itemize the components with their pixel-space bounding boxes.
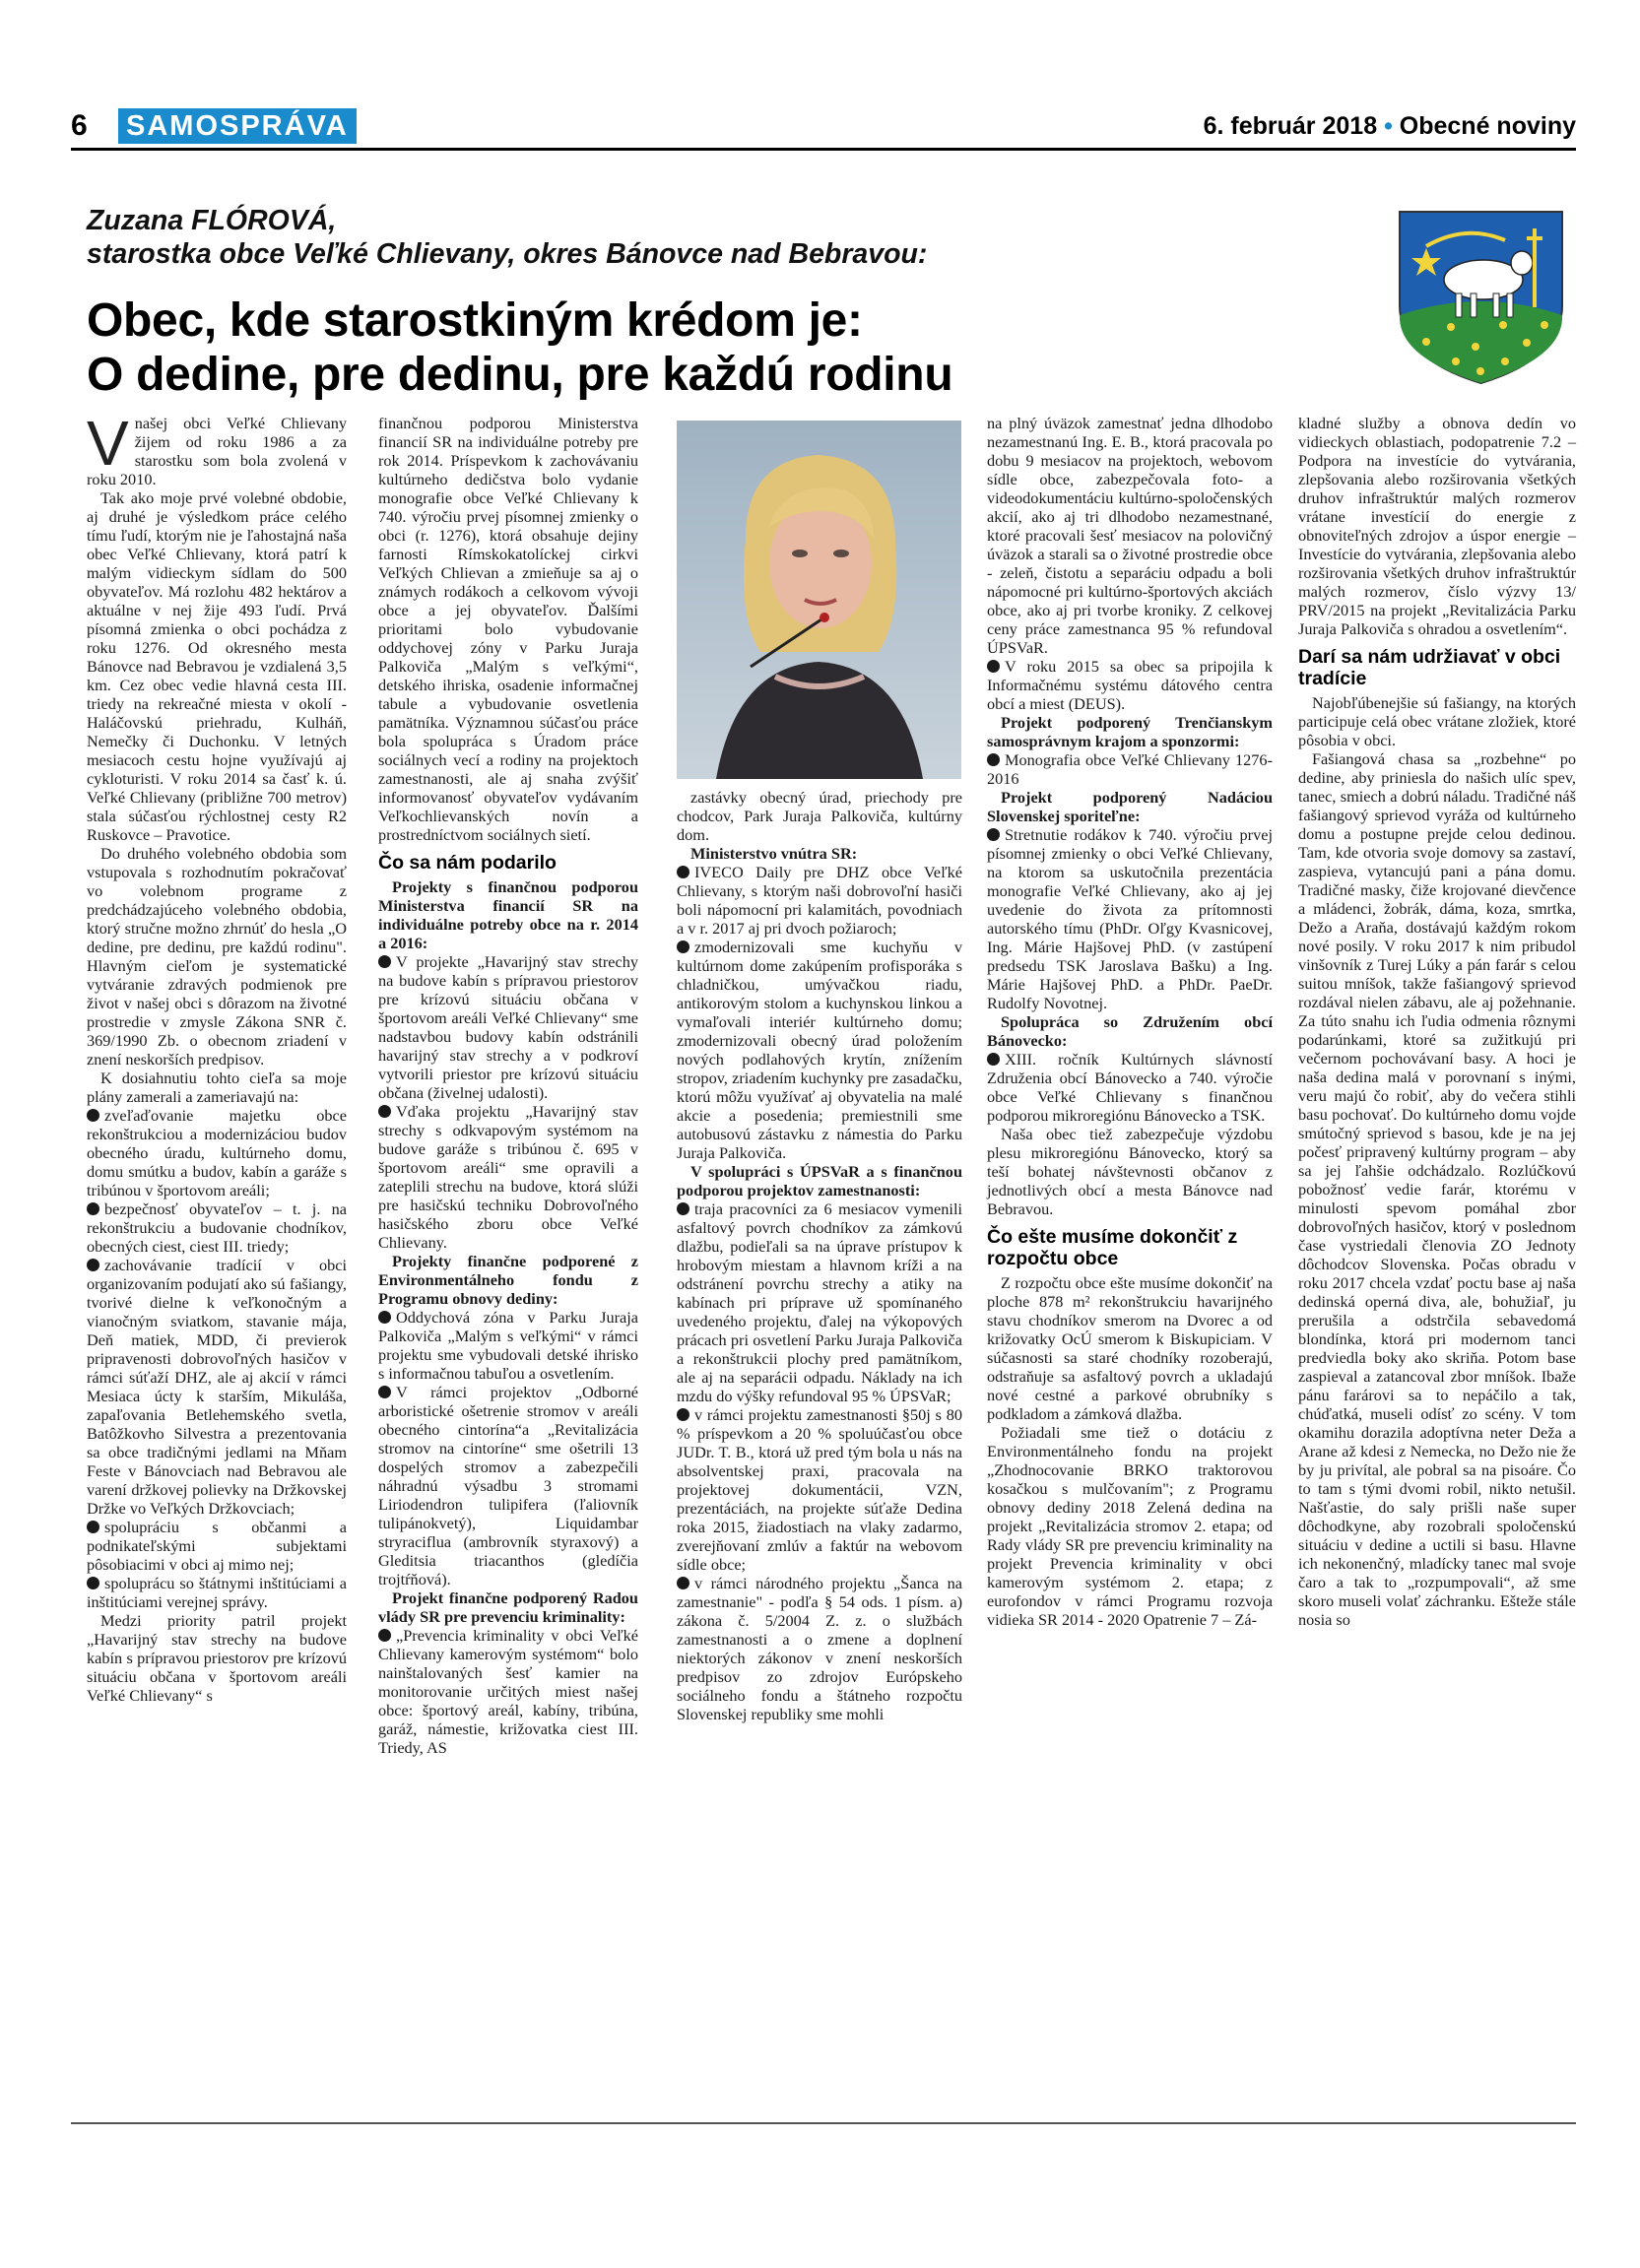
bullet-text: Vďaka projektu „Havarijný stav strechy s odkvapovým systémom na budove garáže s tribúnou č. 695 v športovom areáli“ sme opravili a zateplili strechu na budove, ktorá slúži pre hasičskú techniku Dobrovoľného hasičského zboru obce Veľké Chlievany. (378, 1102, 638, 1252)
bullet-text: spolupráciu s občanmi a podnikateľskými subjektami pôsobiacimi v obci aj mimo nej; (87, 1518, 347, 1574)
bullet-icon (677, 940, 689, 953)
article-column-5 (1298, 414, 1576, 1629)
bullet-text: IVECO Daily pre DHZ obce Veľké Chlievany, s ktorým naši dobrovoľní hasiči boli nápomocní pri kalamitách, povodniach a v r. 2017 aj pri dvoch požiaroch; (677, 863, 962, 938)
bullet-text: v rámci národného projektu „Šanca na zamestnanie" - podľa § 54 ods. 1 písm. a) zákona č. 5/2004 Z. z. o službách zamestnanosti a o zmene a doplnení niektorých zákonov v znení neskorších predpisov zo zdrojov Európskeho sociálneho fondu a štátneho rozpočtu Slovenskej republiky sme mohli (677, 1574, 962, 1723)
paragraph: Najobľúbenejšie sú fašiangy, na ktorých participuje celá obec vrátane zložiek, ktoré pôsobia v obci. (1298, 693, 1576, 749)
bullet-item (677, 1199, 962, 1405)
page-header (71, 108, 1576, 144)
bullet-icon (87, 1202, 99, 1215)
bullet-text: V roku 2015 sa obec sa pripojila k Informačnému systému dátového centra obcí a miest (DEUS). (987, 657, 1273, 713)
bullet-icon (677, 1408, 689, 1421)
issue-date: 6. február 2018 (1203, 112, 1378, 140)
bullet-icon (987, 828, 1000, 841)
separator-bullet: • (1384, 112, 1393, 140)
paragraph: Požiadali sme tiež o dotáciu z Environmentálneho fondu na projekt „Zhodnocovanie BRKO traktorovou kosačkou s mulčovaním"; z Programu obnovy dediny 2018 Zelená dedina na projekt „Revitalizácia stromov 2. etapa; od Rady vlády SR pre prevenciu kriminality na projekt Prevencia kriminality v obci kamerovým systémom 2. etapa; z eurofondov v rámci Programu rozvoja vidieka SR 2014 - 2020 Opatrenie 7 – Zá- (987, 1423, 1273, 1629)
project-heading: Projekt podporený Nadáciou Slovenskej sporiteľne: (987, 788, 1273, 825)
bullet-item (87, 1106, 347, 1199)
bullet-item (378, 952, 638, 1102)
project-heading: Ministerstvo vnútra SR: (690, 844, 858, 863)
bullet-icon (677, 1202, 689, 1215)
project-heading: Projekt finančne podporený Radou vlády SR pre prevenciu kriminality: (378, 1588, 638, 1626)
bullet-item (378, 1102, 638, 1252)
project-heading: Projekty s finančnou podporou Ministerstva financií SR na individuálne potreby obce na r. 2014 a 2016: (378, 877, 638, 952)
footer-rule (71, 2122, 1576, 2124)
paragraph: na plný úväzok zamestnať jedna dlhodobo nezamestnanú Ing. E. B., ktorá pracovala po dobu 9 mesiacov na projektoch, webovom sídle obce, zabezpečovala foto- a videodokumentáciu kultúrno-spoločenských akcií, ako aj tri dlhodobo nezamestnané, ktoré pracovali šesť mesiacov na polovičný úväzok a starali sa o životné prostredie obce - zeleň, čistotu a separáciu odpadu a boli nápomocné pri kultúrno-športových akciách obce, ako aj pri tvorbe kroniky. Z celkovej ceny práce zamestnanca 95 % refundoval ÚPSVaR. (987, 414, 1273, 657)
bullet-item (677, 1574, 962, 1723)
intro-paragraph (87, 408, 347, 488)
paragraph: zastávky obecný úrad, priechody pre chodcov, Park Juraja Palkoviča, kultúrny dom. (677, 788, 962, 844)
bullet-item (87, 1574, 347, 1611)
drop-cap: V (87, 408, 129, 479)
bullet-text: spoluprácu so štátnymi inštitúciami a inštitúciami verejnej správy. (87, 1574, 347, 1611)
paragraph: kladné služby a obnova dedín vo vidieckych oblastiach, podopatrenie 7.2 – Podpora na investície do vytvárania, zlepšovania alebo rozširovania všetkých druhov infraštruktúr malých rozmerov vrátane investícií do energie z obnoviteľných zdrojov a úspor energie – Investície do vytvárania, zlepšovania alebo rozširovania všetkých druhov infraštruktúr malých rozmerov, číslo výzvy 13/ PRV/2015 na projekt „Revitalizácia Parku Juraja Palkoviča s ohradou a osvetlením“. (1298, 414, 1576, 638)
bullet-icon (87, 1577, 99, 1589)
bullet-text: XIII. ročník Kultúrnych slávností Združenia obcí Bánovecko a 740. výročie obce Veľké Chlievany s finančnou podporou mikroregiónu Bánovecko a TSK. (987, 1050, 1273, 1125)
bullet-icon (677, 1577, 689, 1589)
article-column-4 (987, 414, 1273, 1629)
bullet-icon (378, 1105, 391, 1118)
paragraph: K dosiahnutiu tohto cieľa sa moje plány zamerali a zameriavajú na: (87, 1069, 347, 1106)
article-pretitle (87, 204, 1269, 271)
headline-line-2: O dedine, pre dedinu, pre každú rodinu (87, 349, 953, 401)
pretitle-role: starostka obce Veľké Chlievany, okres Bánovce nad Bebravou: (87, 238, 928, 270)
coat-of-arms (1397, 209, 1565, 386)
paragraph: Tak ako moje prvé volebné obdobie, aj druhé je výsledkom práce celého tímu ľudí, ktorým nie je ľahostajná naša obec Veľké Chlievany, ktorá patrí k malým vidieckym sídlam do 500 obyvateľov. Má rozlohu 482 hektárov a aktuálne v nej žije 493 ľudí. Prvá písomná zmienka o obci pochádza z roku 1276. Od okresného mesta Bánovce nad Bebravou je vzdialená 3,5 km. Cez obec vedie hlavná cesta III. triedy na rekreačné miesta v okolí - Haláčovskú priehradu, Kulháň, Nemečky či Duchonku. V letných mesiacoch cestu hojne využívajú aj cykloturisti. V roku 2014 sa časť k. ú. Veľké Chlievany (približne 700 metrov) stala súčasťou rýchlostnej cesty R2 Ruskovce – Pravotice. (87, 488, 347, 844)
bullet-item (378, 1383, 638, 1588)
bullet-icon (378, 955, 391, 968)
article-column-3 (677, 788, 962, 1723)
bullet-icon (378, 1386, 391, 1398)
bullet-icon (987, 753, 1000, 766)
publication-name: Obecné noviny (1399, 112, 1576, 140)
article-headline (87, 293, 1308, 402)
bullet-item (677, 938, 962, 1162)
bullet-text: zveľaďovanie majetku obce rekonštrukciou a modernizáciou budov obecného úradu, kultúrneho domu, domu smútku a budov, kabín a garáže s tribúnou v športovom areáli; (87, 1106, 347, 1199)
bullet-item (987, 825, 1273, 1012)
project-heading: Spolupráca so Združením obcí Bánovecko: (987, 1012, 1273, 1050)
subheading: Darí sa nám udržiavať v obci tradície (1298, 646, 1561, 689)
portrait-photo (677, 421, 961, 779)
subheading: Čo sa nám podarilo (378, 852, 557, 874)
project-heading: Projekty finančne podporené z Environmentálneho fondu z Programu obnovy dediny: (378, 1252, 638, 1308)
bullet-text: Monografia obce Veľké Chlievany 1276-2016 (987, 750, 1273, 788)
paragraph: Fašiangová chasa sa „rozbehne“ po dedine, aby priniesla do našich ulíc spev, tanec, smiech a dobrú náladu. Tradičné náš fašiangový sprievod vyráža od kultúrneho domu a postupne prejde celou dedinou. Tam, kde otvoria svoje domovy sa zastaví, zaspieva, vytancujú pani a pána domu. Tradičné masky, čiže krojované dievčence a mládenci, žobrák, dáma, koza, smrtka, Dežo a Araňa, dostávajú každým rokom nové posily. V roku 2017 k nim pribudol vinšovník z Turej Lúky a pán farár s celou suitou mníšok, takže fašiangový sprievod rozdával nielen zábavu, ale aj požehnanie. Za túto snahu ich ľudia odmenia rôznymi podarúnkami, ktoré sa zužitkujú pri večernom pochovávaní basy. A hoci je naša dedina malá v porovnaní s inými, veru majú čo robiť, aby do večera stihli basu pochovať. Do kultúrneho domu vojde smútočný sprievod s basou, kde je na jej počesť pripravený kultúrny program – aby sa jej ľahšie odchádzalo. Rozlúčkovú pobožnosť vedie farár, ktorému v minulosti spevom pomáhal zbor dobrovoľných hasičov, ktorý v poslednom čase vystriedali členovia ZO Jednoty dôchodcov Slovenska. Počas obradu v roku 2017 chcela vzdať poctu base aj naša dedinská operná diva, ale, bohužiaľ, ju prerušila a odstrčila sebavedomá blondínka, ktorá pri modernom tanci predviedla boky ako skriňa. Potom base zaspieval a zatancoval zbor mníšok. Ibaže pánu farárovi sa to nepáčilo a tak, chúďatká, museli odísť zo scény. V tom okamihu dorazila adoptívna neter Deža a Arane až kdesi z Nemecka, no Dežo nie že by ju privítal, ale pobral sa na pisoáre. Čo to tam s tými dvomi robil, nikto netušil. Našťastie, do saly prišli naše super dôchodkyne, aby rozobrali spoločenskú situáciu v dedine a uctili si basu. Hlavne ich nekonenčný, mladícky tanec mal svoje čaro a tak to „rozpumpovali“, až sme skoro museli volať záchranku. Ešteže stále nosia so (1298, 749, 1576, 1629)
bullet-item (87, 1256, 347, 1518)
bullet-item (677, 1405, 962, 1574)
bullet-text: zmodernizovali sme kuchyňu v kultúrnom dome zakúpením profisporáka s chladničkou, umývačkou riadu, antikorovým stolom a kuchynskou linkou a vymaľovali interiér kultúrneho domu; zmodernizovali obecný úrad položením nových podlahových krytín, znížením stropov, zriadením kuchynky pre zasadačku, ktorú môžu využívať aj obyvatelia na malé akcie a posedenia; premiestnili sme autobusovú zástavku z námestia do Parku Juraja Palkoviča. (677, 938, 962, 1162)
bullet-text: Stretnutie rodákov k 740. výročiu prvej písomnej zmienky o obci Veľké Chlievany, na ktorom sa uskutočnila prezentácia monografie Veľké Chlievany, ako aj jej uvedenie do života za prítomnosti autorského tímu (PhDr. Oľgy Kvasnicovej, Ing. Márie Hajšovej PhD. (v zastúpení predsedu TSK Jaroslava Bašku) a Ing. Márie Hajšovej PhD. a PhDr. PaeDr. Rudolfy Novotnej. (987, 825, 1273, 1012)
paragraph-text: našej obci Veľké Chlievany žijem od roku 1986 a za starostku som bola zvolená v roku 2010. (87, 414, 347, 488)
bullet-item (87, 1199, 347, 1256)
paragraph: finančnou podporou Ministerstva financií SR na individuálne potreby pre rok 2014. Príspevkom k zachovávaniu kultúrneho dedičstva bolo vydanie monografie obce Veľké Chlievany k 740. výročiu prvej písomnej zmienky o obci (r. 1276), ktorá obsahuje dejiny farnosti Rímskokatolíckej cirkvi Veľkých Chlievan a zmieňuje sa aj o známych rodákoch a celkovom vývoji obce a jej obyvateľov. Ďalšími prioritami bolo vybudovanie oddychovej zóny v Parku Juraja Palkoviča „Malým s veľkými“, detského ihriska, osadenie informačnej tabule a vybudovanie osvetlenia pamätníka. Významnou súčasťou práce bola spolupráca s Úradom práce sociálnych vecí a rodiny na projektoch zamestnanosti, ale aj snaha zvýšiť informovanosť obyvateľov vydávaním Veľkochlievanských novín a prostredníctvom sociálnych sietí. (378, 414, 638, 844)
project-heading: Projekt podporený Trenčianskym samosprávnym krajom a sponzormi: (987, 713, 1273, 750)
bullet-icon (378, 1629, 391, 1642)
headline-line-1: Obec, kde starostkiným krédom je: (87, 294, 863, 347)
bullet-item (378, 1626, 638, 1757)
bullet-text: zachovávanie tradícií v obci organizovaním podujatí ako sú fašiangy, tvorivé dielne k veľkonočným a vianočným sviatkom, stavanie mája, Deň matiek, MDD, či previerok pripravenosti dobrovoľných hasičov v rámci súťaží DHZ, ale aj akcií v rámci Mesiaca úcty k starším, Mikuláša, zapaľovania Betlehemského svetla, Batôžkovho Silvestra a prezentovania sa obce tradičnými jedlami na Mňam Feste v Bánovciach nad Bebravou ale varení držkovej polievky na Držkovskej Držke vo Veľkých Držkovciach; (87, 1256, 347, 1518)
bullet-icon (378, 1311, 391, 1324)
section-label: SAMOSPRÁVA (118, 108, 357, 144)
pretitle-name: Zuzana FLÓROVÁ, (87, 205, 337, 236)
bullet-item (987, 750, 1273, 788)
bullet-item (87, 1518, 347, 1574)
subheading: Čo ešte musíme dokončiť z rozpočtu obce (987, 1226, 1238, 1269)
bullet-text: „Prevencia kriminality v obci Veľké Chlievany kamerovým systémom“ bolo nainštalovaných šesť kamier na monitorovanie určitých miest našej obce: športový areál, kabíny, tribúna, garáž, námestie, križovatka ciest III. Triedy, AS (378, 1626, 638, 1757)
header-rule (71, 148, 1576, 151)
bullet-text: V projekte „Havarijný stav strechy na budove kabín s prípravou priestorov pre krízovú situáciu občana v športovom areáli Veľké Chlievany“ sme nadstavbou budovy kabín odstránili havarijný stav strechy a v podkroví vytvorili priestor pre krízovú situáciu občana (živelnej udalosti). (378, 952, 638, 1102)
bullet-item (987, 657, 1273, 713)
article-column-2 (378, 414, 638, 1757)
bullet-text: V rámci projektov „Odborné arboristické ošetrenie stromov v areáli obecného cintorína“a „Revitalizácia stromov na cintoríne“ sme ošetrili 13 dospelých stromov a zabezpečili náhradnú výsadbu 3 stromami Liriodendron tulipifera (ľaliovník tulipánokvetý), Liquidambar stryraciflua (ambrovník styraxový) a Gleditsia triacanthos (gledíčia trojtŕňová). (378, 1383, 638, 1588)
paragraph: Z rozpočtu obce ešte musíme dokončiť na ploche 878 m² rekonštrukciu havarijného stavu chodníkov smerom na Dvorec a od križovatky OcÚ smerom k Biskupiciam. V súčasnosti sa staré chodníky rozoberajú, odstraňuje sa asfaltový povrch a ukladajú nové cestné a parkové obrubníky s podkladom a zámková dlažba. (987, 1273, 1273, 1423)
issue-info (1204, 111, 1576, 141)
bullet-icon (987, 1053, 1000, 1066)
page-number: 6 (71, 109, 88, 142)
bullet-text: v rámci projektu zamestnanosti §50j s 80 % príspevkom a 20 % spoluúčasťou obce JUDr. T. B., ktorá už pred tým bola u nás na absolventskej praxi, pracovala na projektovej dokumentácii, VZN, prezentáciách, na projekte súťaže Dedina roka 2015, žiadostiach na vlaky zadarmo, zverejňovaní zmlúv a faktúr na webovom sídle obce; (677, 1405, 962, 1574)
paragraph: Medzi priority patril projekt „Havarijný stav strechy na budove kabín s prípravou priestorov pre krízovú situáciu občana v športovom areáli Veľké Chlievany“ s (87, 1611, 347, 1705)
project-heading: V spolupráci s ÚPSVaR a s finančnou podporou projektov zamestnanosti: (677, 1162, 962, 1199)
paragraph: Do druhého volebného obdobia som vstupovala s rozhodnutím pokračovať vo volebnom programe z predchádzajúceho volebného obdobia, ktorý stručne možno zhrnúť do hesla „O dedine, pre dedinu, pre každú rodinu". Hlavným cieľom je systematické vytváranie zdravých podmienok pre život v našej obci s dôrazom na životné prostredie v zmysle Zákona SNR č. 369/1990 Zb. o obecnom zriadení v znení neskorších predpisov. (87, 844, 347, 1069)
paragraph: Naša obec tiež zabezpečuje výzdobu plesu mikroregiónu Bánovecko, ktorý sa teší bohatej návštevnosti občanov z jednotlivých obcí a mesta Bánovce nad Bebravou. (987, 1125, 1273, 1218)
bullet-item (987, 1050, 1273, 1125)
bullet-icon (987, 660, 1000, 673)
bullet-item (677, 863, 962, 938)
bullet-text: bezpečnosť obyvateľov – t. j. na rekonštrukciu a budovanie chodníkov, obecných ciest, ciest III. triedy; (87, 1199, 347, 1256)
bullet-text: traja pracovníci za 6 mesiacov vymenili asfaltový povrch chodníkov za zámkovú dlažbu, podieľali sa na úprave prístupov k hrobovým miestam a hlavnom kríži a na odstránení povrchu strechy a atiky na kabínach pri príprave už spomínaného uvedeného projektu, ďalej na výkopových prácach pri osvetlení Parku Juraja Palkoviča a rekonštrukcii plochy pred pamätníkom, ale aj na separácii odpadu. Náklady na ich mzdu do výšky refundoval 95 % ÚPSVaR; (677, 1199, 962, 1405)
bullet-icon (677, 866, 689, 878)
bullet-text: Oddychová zóna v Parku Juraja Palkoviča „Malým s veľkými“ v rámci projektu sme vybudovali detské ihrisko s informačnou tabuľou a osvetlením. (378, 1308, 638, 1383)
article-column-1 (87, 408, 347, 1705)
bullet-icon (87, 1521, 99, 1533)
bullet-item (378, 1308, 638, 1383)
bullet-icon (87, 1109, 99, 1122)
bullet-icon (87, 1259, 99, 1271)
